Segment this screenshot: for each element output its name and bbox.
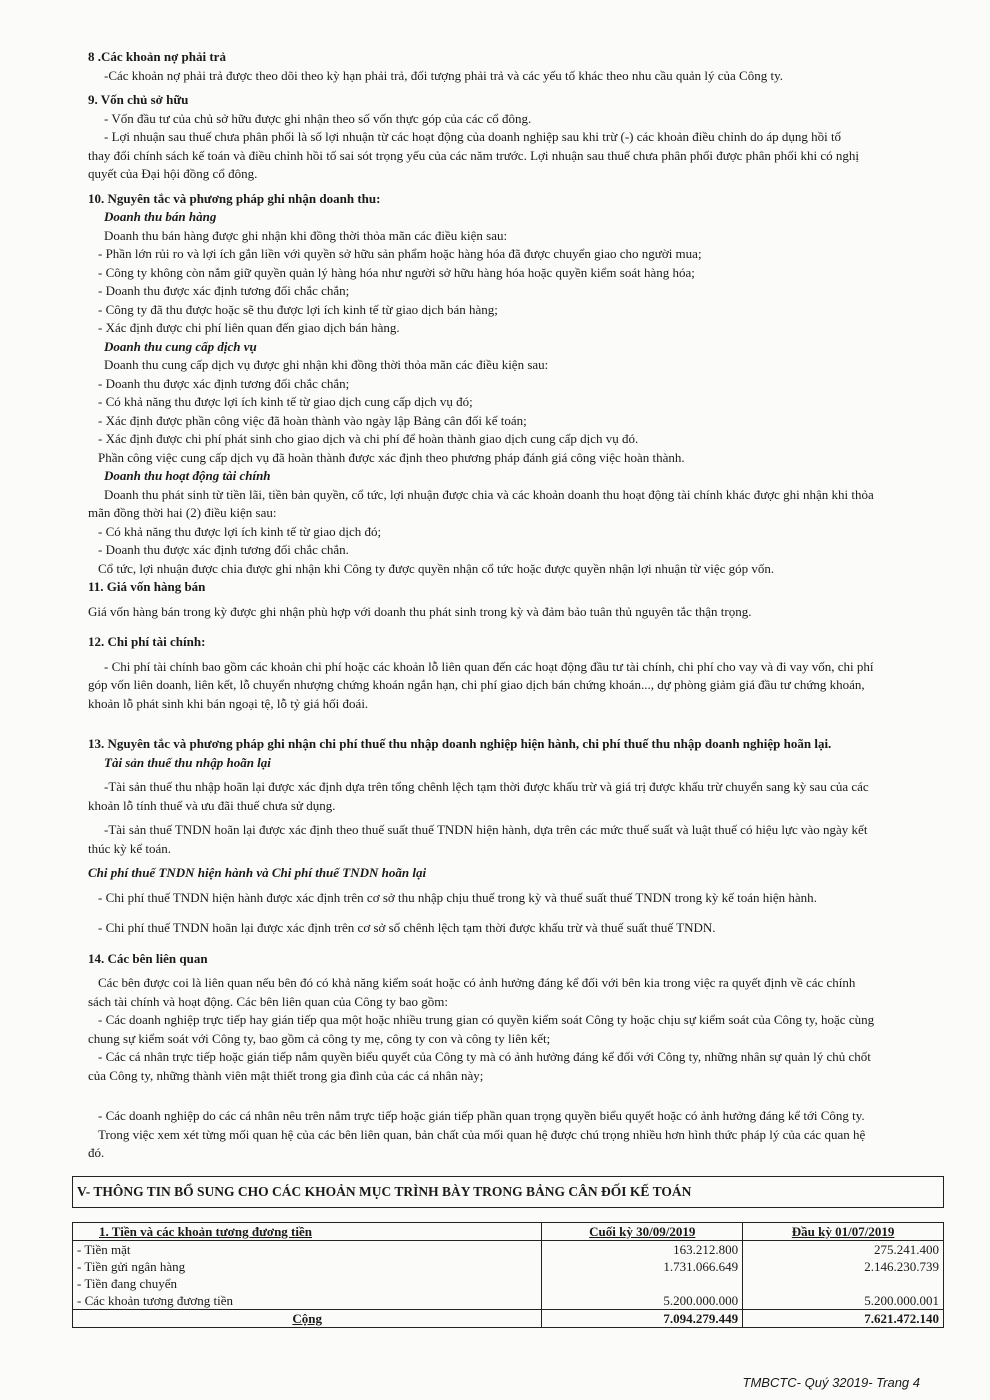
section-11-title: 11. Giá vốn hàng bán: [88, 579, 206, 594]
list-item: - Có khả năng thu được lợi ích kinh tế từ giao dịch cung cấp dịch vụ đó;: [98, 394, 473, 409]
total-value-begin: 7.621.472.140: [743, 1310, 944, 1328]
section-13-title: 13. Nguyên tắc và phương pháp ghi nhận chi phí thuế thu nhập doanh nghiệp hiện hành, chi phí thuế thu nhập doanh nghiệp hoãn lại.: [88, 736, 832, 751]
section-10-financial-outro: Cổ tức, lợi nhuận được chia được ghi nhận khi Công ty được quyền nhận cổ tức hoặc được quyền nhận lợi nhuận từ việc góp vốn.: [98, 560, 775, 576]
section-13-text-2a: -Tài sản thuế TNDN hoãn lại được xác định theo thuế suất thuế TNDN hiện hành, dựa trên các mức thuế suất và luật thuế có hiệu lực vào ngày kết: [104, 822, 868, 837]
section-10-sales-intro: Doanh thu bán hàng được ghi nhận khi đồng thời thỏa mãn các điều kiện sau:: [104, 227, 508, 243]
section-14-text-2a: - Các doanh nghiệp trực tiếp hay gián tiếp qua một hoặc nhiều trung gian có quyền kiểm soát Công ty hoặc chịu sự kiểm soát của Công ty, hoặc cùng: [98, 1012, 875, 1027]
section-9-text-1: - Vốn đầu tư của chủ sở hữu được ghi nhận theo số vốn thực góp của các cổ đông.: [104, 110, 532, 126]
table-total-row: [73, 1310, 944, 1328]
section-13-text-2b: thúc kỳ kế toán.: [88, 840, 172, 856]
row-value-end: [542, 1275, 743, 1292]
list-item: - Xác định được phần công việc đã hoàn thành vào ngày lập Bảng cân đối kế toán;: [98, 412, 527, 428]
section-10-sub-sales: Doanh thu bán hàng: [104, 209, 217, 224]
section-13-text-3: - Chi phí thuế TNDN hiện hành được xác định trên cơ sở thu nhập chịu thuế trong kỳ và thuế suất thuế TNDN trong kỳ kế toán hiện hành.: [98, 889, 817, 905]
section-13-sub-deferred-asset: Tài sản thuế thu nhập hoãn lại: [104, 754, 271, 770]
section-14-text-5a: Trong việc xem xét từng mối quan hệ của các bên liên quan, bản chất của mối quan hệ được chú trọng nhiều hơn hình thức pháp lý của các quan hệ: [98, 1126, 866, 1142]
table-row: [73, 1292, 944, 1310]
list-item: - Phần lớn rủi ro và lợi ích gắn liền với quyền sở hữu sản phẩm hoặc hàng hóa đã được chuyển giao cho người mua;: [98, 246, 702, 261]
table-row: [73, 1258, 944, 1275]
section-12-text-a: - Chi phí tài chính bao gồm các khoản chi phí hoặc các khoản lỗ liên quan đến các hoạt động đầu tư tài chính, chi phí cho vay và đi vay vốn, chi phí: [104, 658, 874, 674]
table-row: [73, 1275, 944, 1292]
list-item: - Doanh thu được xác định tương đối chắc chắn;: [98, 283, 350, 298]
section-14-text-1a: Các bên được coi là liên quan nếu bên đó có khả năng kiểm soát hoặc có ảnh hưởng đáng kể đối với bên kia trong việc ra quyết định về các chính: [98, 975, 856, 990]
section-10-sub-financial: Doanh thu hoạt động tài chính: [104, 468, 271, 483]
row-value-end: 163.212.800: [542, 1241, 743, 1259]
section-8-title: 8 .Các khoản nợ phải trả: [88, 49, 226, 64]
list-item: - Công ty đã thu được hoặc sẽ thu được lợi ích kinh tế từ giao dịch bán hàng;: [98, 301, 498, 317]
row-value-begin: 275.241.400: [743, 1241, 944, 1259]
notes-body: [88, 48, 938, 1163]
section-10-financial-intro-b: mãn đồng thời hai (2) điều kiện sau:: [88, 505, 277, 520]
page-footer: TMBCTC- Quý 32019- Trang 4: [742, 1375, 920, 1390]
row-value-begin: 2.146.230.739: [743, 1258, 944, 1275]
row-value-end: 1.731.066.649: [542, 1258, 743, 1275]
section-14-text-5b: đó.: [88, 1145, 105, 1160]
section-9-text-2c: quyết của Đại hội đồng cổ đông.: [88, 166, 258, 181]
section-10-title: 10. Nguyên tắc và phương pháp ghi nhận doanh thu:: [88, 190, 381, 206]
section-14-text-1b: sách tài chính và hoạt động. Các bên liên quan của Công ty bao gồm:: [88, 993, 448, 1009]
row-value-begin: [743, 1275, 944, 1292]
row-value-begin: 5.200.000.001: [743, 1292, 944, 1310]
section-14-text-3a: - Các cá nhân trực tiếp hoặc gián tiếp nắm quyền biểu quyết của Công ty mà có ảnh hưởng đáng kể đối với Công ty, những nhân sự quản lý chủ chốt: [98, 1049, 871, 1064]
section-14-text-2b: chung sự kiểm soát với Công ty, bao gồm cả công ty mẹ, công ty con và công ty liên kết;: [88, 1030, 551, 1046]
section-9-text-2a: - Lợi nhuận sau thuế chưa phân phối là số lợi nhuận từ các hoạt động của doanh nghiệp sau khi trừ (-) các khoản điều chỉnh do áp dụng hồi tố: [104, 129, 842, 144]
row-label: - Tiền gửi ngân hàng: [73, 1258, 542, 1275]
total-value-end: 7.094.279.449: [542, 1310, 743, 1328]
section-12-text-b: góp vốn liên doanh, liên kết, lỗ chuyển nhượng chứng khoán ngắn hạn, chi phí giao dịch bán chứng khoán..., dự phòng giảm giá đầu tư chứng khoán,: [88, 677, 865, 692]
list-item: - Xác định được chi phí liên quan đến giao dịch bán hàng.: [98, 320, 400, 335]
cash-equivalents-table: [72, 1222, 944, 1328]
section-12-text-c: khoản lỗ phát sinh khi bán ngoại tệ, lỗ tỷ giá hối đoái.: [88, 695, 369, 711]
section-11-text: Giá vốn hàng bán trong kỳ được ghi nhận phù hợp với doanh thu phát sinh trong kỳ và đảm bảo tuân thủ nguyên tắc thận trọng.: [88, 603, 752, 619]
section-13-text-4: - Chi phí thuế TNDN hoãn lại được xác định trên cơ sở số chênh lệch tạm thời được khấu trừ và thuế suất thuế TNDN.: [98, 920, 716, 935]
row-label: - Tiền đang chuyển: [73, 1275, 542, 1292]
column-header: Đầu kỳ 01/07/2019: [743, 1223, 944, 1241]
list-item: - Công ty không còn nắm giữ quyền quản lý hàng hóa như người sở hữu hàng hóa hoặc quyền kiểm soát hàng hóa;: [98, 264, 695, 280]
column-header: Cuối kỳ 30/09/2019: [542, 1223, 743, 1241]
row-label: - Các khoản tương đương tiền: [73, 1292, 542, 1310]
section-10-services-intro: Doanh thu cung cấp dịch vụ được ghi nhận khi đồng thời thỏa mãn các điều kiện sau:: [104, 357, 549, 372]
section-8-text: -Các khoản nợ phải trả được theo dõi theo kỳ hạn phải trả, đối tượng phải trả và các yếu tố khác theo nhu cầu quản lý của Công ty.: [104, 67, 783, 83]
list-item: - Có khả năng thu được lợi ích kinh tế từ giao dịch đó;: [98, 523, 382, 539]
total-label: Cộng: [73, 1310, 542, 1328]
section-13-sub-tax-expense: Chi phí thuế TNDN hiện hành và Chi phí thuế TNDN hoãn lại: [88, 865, 427, 880]
section-12-title: 12. Chi phí tài chính:: [88, 634, 206, 649]
list-item: - Doanh thu được xác định tương đối chắc chắn;: [98, 375, 350, 391]
table-row: [73, 1241, 944, 1259]
row-label: - Tiền mặt: [73, 1241, 542, 1259]
section-10-sub-services: Doanh thu cung cấp dịch vụ: [104, 338, 257, 354]
section-13-text-1b: khoản lỗ tính thuế và ưu đãi thuế chưa sử dụng.: [88, 797, 336, 813]
part-v-title: V- THÔNG TIN BỔ SUNG CHO CÁC KHOẢN MỤC TRÌNH BÀY TRONG BẢNG CÂN ĐỐI KẾ TOÁN: [77, 1184, 692, 1199]
section-14-title: 14. Các bên liên quan: [88, 950, 208, 966]
row-value-end: 5.200.000.000: [542, 1292, 743, 1310]
section-10-financial-intro-a: Doanh thu phát sinh từ tiền lãi, tiền bản quyền, cổ tức, lợi nhuận được chia và các khoản doanh thu hoạt động tài chính khác được ghi nhận khi thỏa: [104, 486, 874, 502]
section-14-text-4: - Các doanh nghiệp do các cá nhân nêu trên nắm trực tiếp hoặc gián tiếp phần quan trọng quyền biểu quyết hoặc có ảnh hưởng đáng kể tới Công ty.: [98, 1108, 865, 1123]
list-item: - Doanh thu được xác định tương đối chắc chắn.: [98, 542, 349, 557]
section-9-text-2b: thay đổi chính sách kế toán và điều chỉnh hồi tố sai sót trọng yếu của các năm trước. Lợi nhuận sau thuế chưa phân phối được phân phối khi có nghị: [88, 147, 860, 163]
column-header: 1. Tiền và các khoản tương đương tiền: [73, 1223, 542, 1241]
list-item: - Xác định được chi phí phát sinh cho giao dịch và chi phí để hoàn thành giao dịch cung cấp dịch vụ đó.: [98, 431, 639, 446]
part-v-header-box: [72, 1176, 944, 1208]
section-9-title: 9. Vốn chủ sở hữu: [88, 92, 189, 107]
section-10-services-outro: Phần công việc cung cấp dịch vụ đã hoàn thành được xác định theo phương pháp đánh giá công việc hoàn thành.: [98, 449, 685, 465]
section-13-text-1a: -Tài sản thuế thu nhập hoãn lại được xác định dựa trên tổng chênh lệch tạm thời được khấu trừ và giá trị được khấu trừ chuyển sang kỳ sau của các: [104, 779, 869, 794]
section-14-text-3b: của Công ty, những thành viên mật thiết trong gia đình của các cá nhân này;: [88, 1067, 484, 1083]
table-header-row: [73, 1223, 944, 1241]
